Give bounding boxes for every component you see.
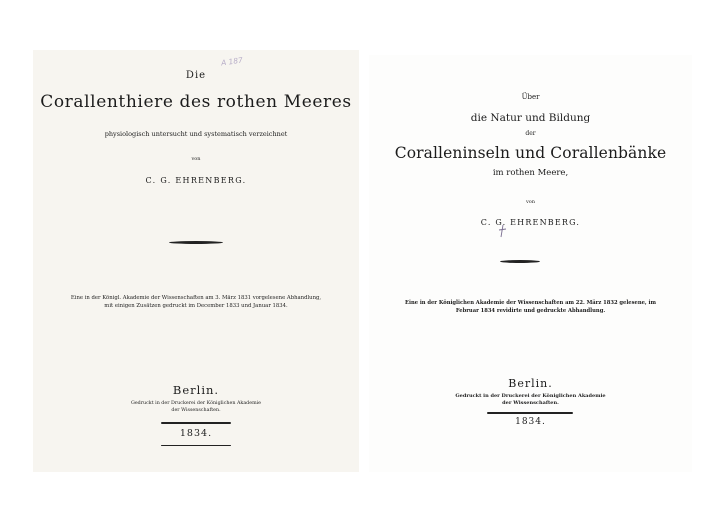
- right-printer-line2: der Wissenschaften.: [502, 400, 559, 406]
- left-die: Die: [185, 70, 207, 81]
- left-note-line2: mit einigen Zusätzen gedruckt im December 1833 und Januar 1834.: [104, 303, 288, 309]
- right-ornament-rule: [500, 260, 540, 263]
- right-natur: die Natur und Bildung: [470, 112, 591, 124]
- right-year-rule-top: [487, 412, 573, 414]
- left-title-page: [33, 50, 359, 472]
- right-note-line1: Eine in der Königlichen Akademie der Wissenschaften am 22. März 1832 gelesene, im: [405, 300, 656, 306]
- left-city: Berlin.: [172, 383, 220, 397]
- left-von: von: [191, 156, 201, 162]
- left-year-rule-bottom: [161, 445, 231, 446]
- right-uber: Über: [521, 93, 540, 101]
- right-subtitle: im rothen Meere,: [492, 168, 569, 178]
- pencil-mark-icon: [498, 224, 507, 238]
- right-author: C. G. EHRENBERG.: [480, 218, 581, 227]
- right-von: von: [525, 199, 536, 205]
- left-subtitle: physiologisch untersucht und systematisch verzeichnet: [104, 130, 288, 138]
- left-printer-line1: Gedruckt in der Druckerei der Königlichen Akademie: [130, 401, 262, 406]
- right-title: Coralleninseln und Corallenbänke: [394, 144, 667, 162]
- left-ornament-rule: [169, 241, 223, 244]
- left-year: 1834.: [179, 428, 213, 439]
- catalog-mark: A 187: [220, 55, 244, 68]
- right-title-page: [369, 55, 692, 472]
- left-year-rule-top: [161, 422, 231, 424]
- right-year: 1834.: [515, 417, 546, 427]
- right-note-line2: Februar 1834 revidirte und gedruckte Abhandlung.: [455, 308, 606, 314]
- right-printer-line1: Gedruckt in der Druckerei der Königlichen Akademie: [455, 393, 606, 399]
- right-der: der: [525, 130, 536, 137]
- right-city: Berlin.: [508, 377, 553, 390]
- left-note-line1: Eine in der Königl. Akademie der Wissenschaften am 3. März 1831 vorgelesene Abhandlung,: [70, 295, 322, 301]
- left-title: Corallenthiere des rothen Meeres: [40, 92, 352, 112]
- left-author: C. G. EHRENBERG.: [145, 176, 247, 185]
- left-printer-line2: der Wissenschaften.: [171, 408, 221, 413]
